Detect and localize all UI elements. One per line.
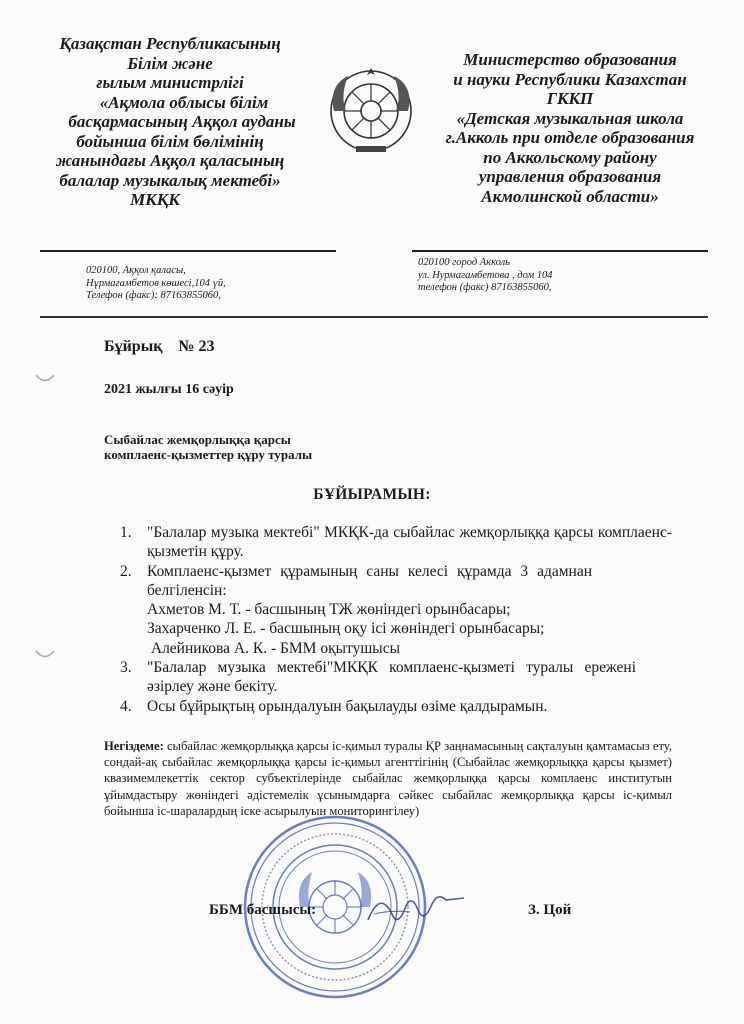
header-left-line: Білім және [127, 53, 213, 73]
item-text: Комплаенс-қызмет құрамының саны келесі құрамда 3 адамнан белгіленсін: [147, 562, 592, 599]
address-left [86, 265, 346, 303]
address-line: телефон (факс) 87163855060, [418, 282, 552, 293]
kazakhstan-emblem-icon [326, 66, 416, 156]
signatory-name: З. Цой [528, 902, 572, 918]
item-text: "Балалар музыка мектебі"МКҚК комплаенс-қызметі туралы ережені әзірлеу және бекіту. [147, 659, 636, 696]
header-left-line: МКҚК [130, 190, 180, 209]
committee-member: Ахметов М. Т. - басшының ТЖ жөніндегі орынбасары; [147, 601, 511, 619]
item-text: Осы бұйрықтың орындалуын бақылауды өзіме қалдырамын. [147, 697, 548, 715]
header-right-line: ГККП [546, 89, 594, 108]
handwritten-signature [360, 880, 470, 940]
punch-hole-icon [34, 372, 56, 386]
header-left-line: Қазақстан Республикасының [59, 34, 281, 53]
header-right-line: по Аккольскому району [483, 147, 657, 167]
header-left-line: балалар музыкалық мектебі» [59, 170, 281, 190]
item-number: 2. [120, 562, 132, 580]
committee-member: Алейникова А. К. - БММ оқытушысы [147, 639, 400, 657]
address-line: ул. Нурмагамбетова , дом 104 [418, 269, 553, 281]
item-number: 3. [120, 659, 132, 677]
list-item [120, 523, 672, 562]
order-items [120, 523, 672, 716]
address-line: Нұрмағамбетов көшесі,104 үй, [86, 277, 226, 289]
header-right-line: Акмолинской области» [481, 186, 659, 206]
header-left-line: жанындағы Аққол қаласының [55, 151, 285, 170]
address-line: 020100 город Акколь [418, 257, 510, 268]
header-right-line: г.Акколь при отделе образования [445, 128, 695, 147]
list-item [120, 697, 672, 716]
list-item [120, 658, 672, 697]
order-subject [104, 432, 312, 462]
header-right-line: управления образования [478, 167, 662, 186]
address-line: 020100, Аққол қаласы, [86, 265, 186, 276]
subject-line: комплаенс-қызметтер құру туралы [104, 447, 313, 462]
address-right [418, 257, 698, 295]
basis-text: сыбайлас жемқорлыққа қарсы іс-қимыл туралы ҚР заңнамасының сақталуын қамтамасыз ету, сондай-ақ сыбайлас жемқорлыққа қарсы іс-қимыл агенттігінің (Сыбайлас жемқорлыққа қарсы қызмет) квазимемлекеттік сектор субъектілерінде сыбайлас жемқорлыққа қарсы комплаенс институтын ұйымдастыру жөніндегі әдістемелік ұсынымдарға сәйкес сыбайлас жемқорлыққа қарсы іс-қимыл бойынша іс-шаралардың іске асырылуын мониторингілеу) [104, 739, 672, 818]
list-item [120, 562, 672, 658]
header-left-line: басқармасының Аққол ауданы [68, 112, 296, 131]
header-left-line: «Ақмола облысы білім [99, 92, 269, 112]
signatory-title: ББМ басшысы: [209, 902, 317, 918]
header-right [405, 50, 735, 206]
subject-line: Сыбайлас жемқорлыққа қарсы [104, 432, 291, 447]
header-left-line: ғылым министрлігі [96, 73, 244, 92]
header-left [20, 34, 320, 210]
address-line: Телефон (факс): 87163855060, [86, 290, 221, 301]
header-left-line: бойынша білім бөлімінің [76, 131, 264, 151]
header-right-line: «Детская музыкальная школа [456, 108, 684, 128]
command-heading: БҰЙЫРАМЫН: [313, 486, 431, 503]
basis-label: Негіздеме: [104, 739, 164, 753]
header-bottom-divider [40, 316, 708, 318]
punch-hole-icon [34, 648, 56, 662]
basis-paragraph [104, 738, 672, 819]
committee-member: Захарченко Л. Е. - басшының оқу ісі жөніндегі орынбасары; [147, 620, 545, 638]
item-number: 1. [120, 524, 132, 541]
order-date: 2021 жылғы 16 сәуір [104, 382, 234, 397]
item-text: "Балалар музыка мектебі" МКҚК-да сыбайлас жемқорлыққа қарсы комплаенс-қызметін құру. [147, 524, 672, 561]
item-number: 4. [120, 697, 132, 715]
header-divider-left [40, 250, 336, 252]
header-divider-right [412, 250, 708, 252]
header-right-line: Министерство образования [463, 50, 677, 69]
order-title: Бұйрық № 23 [104, 338, 215, 355]
header-right-line: и науки Республики Казахстан [453, 69, 687, 89]
